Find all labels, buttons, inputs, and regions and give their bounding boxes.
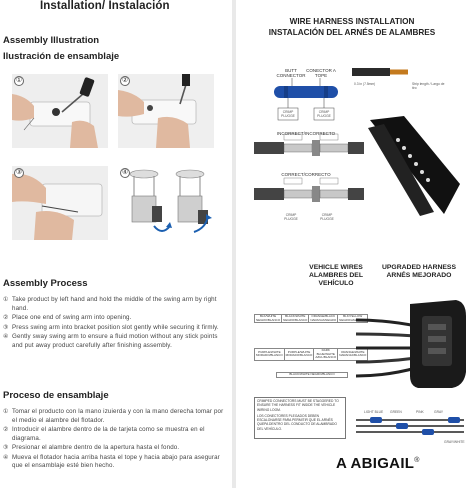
crimp-label-4: CRIMP PLUGGE: [320, 213, 334, 221]
wire-tag: PINK: [416, 410, 424, 414]
wire-cell: BLACK/WHITE NEGRO/BLANCO: [277, 373, 348, 378]
staggered-note-box: [254, 397, 346, 439]
wire-cell: BLK/WHITE NEGRO/BLANCO: [256, 314, 281, 322]
wire-cell: BLK/YELLOW NEGRO/AMARILLO: [339, 314, 367, 322]
wire-color-table-bottom: [276, 372, 348, 378]
butt-connector-label: BUTT CONNECTOR: [276, 68, 306, 78]
step-number-4: ④: [121, 169, 129, 176]
stripped-wire-icon: [352, 64, 412, 80]
process-title-es: Proceso de ensamblaje: [3, 390, 109, 401]
crimp-label-3: CRIMP PLUGGE: [284, 213, 298, 221]
assembly-photo-2: [118, 74, 214, 148]
correct-label: CORRECT/CORRECTO: [281, 172, 331, 177]
photo-4-illustration: [118, 166, 214, 240]
photo-2-illustration: [118, 74, 214, 148]
process-title-en: Assembly Process: [3, 278, 88, 289]
right-panel: [236, 0, 468, 488]
process-steps-en: [3, 296, 229, 351]
assembly-title-es: Ilustración de ensamblaje: [3, 51, 120, 62]
vehicle-wires-label: VEHICLE WIRES ALAMBRES DEL VEHÍCULO: [309, 264, 363, 287]
assembly-photo-4: [118, 166, 214, 240]
assembly-photo-1: [12, 74, 108, 148]
process-steps-es: [3, 408, 229, 472]
assembly-title-en: Assembly Illustration: [3, 35, 100, 46]
process-step-en: ③ Press swing arm into bracket position slot gently while securing it firmly.: [3, 323, 219, 331]
wire-harness-title-en: WIRE HARNESS INSTALLATION: [289, 17, 415, 26]
step-number-3: ③: [15, 169, 23, 176]
brand-logo: A ABIGAIL®: [336, 455, 420, 472]
step-number-2: ②: [121, 77, 129, 84]
photo-1-illustration: [12, 74, 108, 148]
strip-size-label: 0.3 in (7.5mm): [354, 82, 376, 86]
crimp-label-1: CRIMP PLUGGE: [281, 110, 295, 118]
harness-connector-illustration: [356, 296, 468, 392]
step-number-1: ①: [15, 77, 23, 84]
process-step-es: ② Introducir el alambre dentro de la de tarjeta como se muestra en el diagrama.: [3, 426, 205, 442]
wire-cell: ORANGE/WHITE NARANJA/BLANCO: [338, 349, 368, 361]
wire-cell: ORANGE/BLACK NARANJA/NEGRO: [310, 314, 337, 322]
wire-tag: GRAY/WHITE: [444, 440, 465, 444]
wire-color-table-top: [254, 314, 368, 323]
butt-connector-diagram: [254, 78, 364, 208]
incorrect-label: INCORRECT/INCORRECTO: [276, 131, 336, 136]
crimp-label-2: CRIMP PLUGGE: [317, 110, 331, 118]
process-step-en: ④ Gently sway swing arm to ensure a fluid motion without any stick points and put away product carefully after finishing assembly.: [3, 333, 218, 349]
wire-cell: PURPLE/WHITE MORADO/BLANCO: [284, 349, 314, 361]
wire-cell: PURPLE/WHITE MORADO/BLANCO: [255, 349, 285, 361]
conector-tope-label: CONECTOR A TOPE: [306, 68, 336, 78]
staggered-connectors-illustration: [356, 416, 464, 440]
process-step-en: ② Place one end of swing arm into opening.: [3, 314, 132, 321]
photo-3-illustration: [12, 166, 108, 240]
wire-cell: DARK BLUE/WHITE AZUL/BLANCO: [315, 348, 337, 360]
process-step-en: ① Take product by left hand and hold the middle of the swing arm by right hand.: [3, 296, 217, 312]
strip-length-label: Strip length / Largo de tiro: [412, 82, 445, 90]
wire-color-table-mid: [254, 348, 368, 361]
process-step-es: ④ Mueva el flotador hacia arriba hasta el tope y hacia abajo para asegurar que el ensamblaje esté bien hecho.: [3, 453, 220, 469]
process-step-es: ① Tomar el producto con la mano izuierda y con la mano derecha tomar por el medio el alambre del flotador.: [3, 408, 224, 424]
page-title: Installation/ Instalación: [40, 0, 170, 12]
wire-tag: GREEN: [390, 410, 402, 414]
assembly-photos: [12, 74, 222, 242]
note-en: CRIMPED CONNECTORS MUST BE STAGGERED TO ENSURE THE HARNESS FIT INSIDE THE VEHICLE WIRING LOOM.: [257, 399, 339, 412]
process-step-es: ③ Presionar el alambre dentro de la apertura hasta el fondo.: [3, 444, 180, 451]
note-es: LOS CONECTORES PLEGADOS DEBEN ESCALONARSE PARA PERMITIR QUE EL ARNÉS QUEPA DENTRO DEL CONDUCTO DE ALAMBRADO DEL VEHÍCULO.: [257, 413, 337, 431]
wire-tag: GRAY: [434, 410, 444, 414]
wire-harness-title-es: INSTALACIÓN DEL ARNÉS DE ALAMBRES: [268, 28, 436, 37]
wire-cell: BLACK/WHITE NEGRO/BLANCO: [283, 314, 308, 322]
upgraded-harness-label: UPGRADED HARNESS ARNÉS MEJORADO: [381, 264, 457, 279]
left-panel: [0, 0, 232, 488]
assembly-photo-3: [12, 166, 108, 240]
wire-tag: LIGHT BLUE: [364, 410, 384, 414]
crimping-tool-icon: [364, 114, 464, 218]
